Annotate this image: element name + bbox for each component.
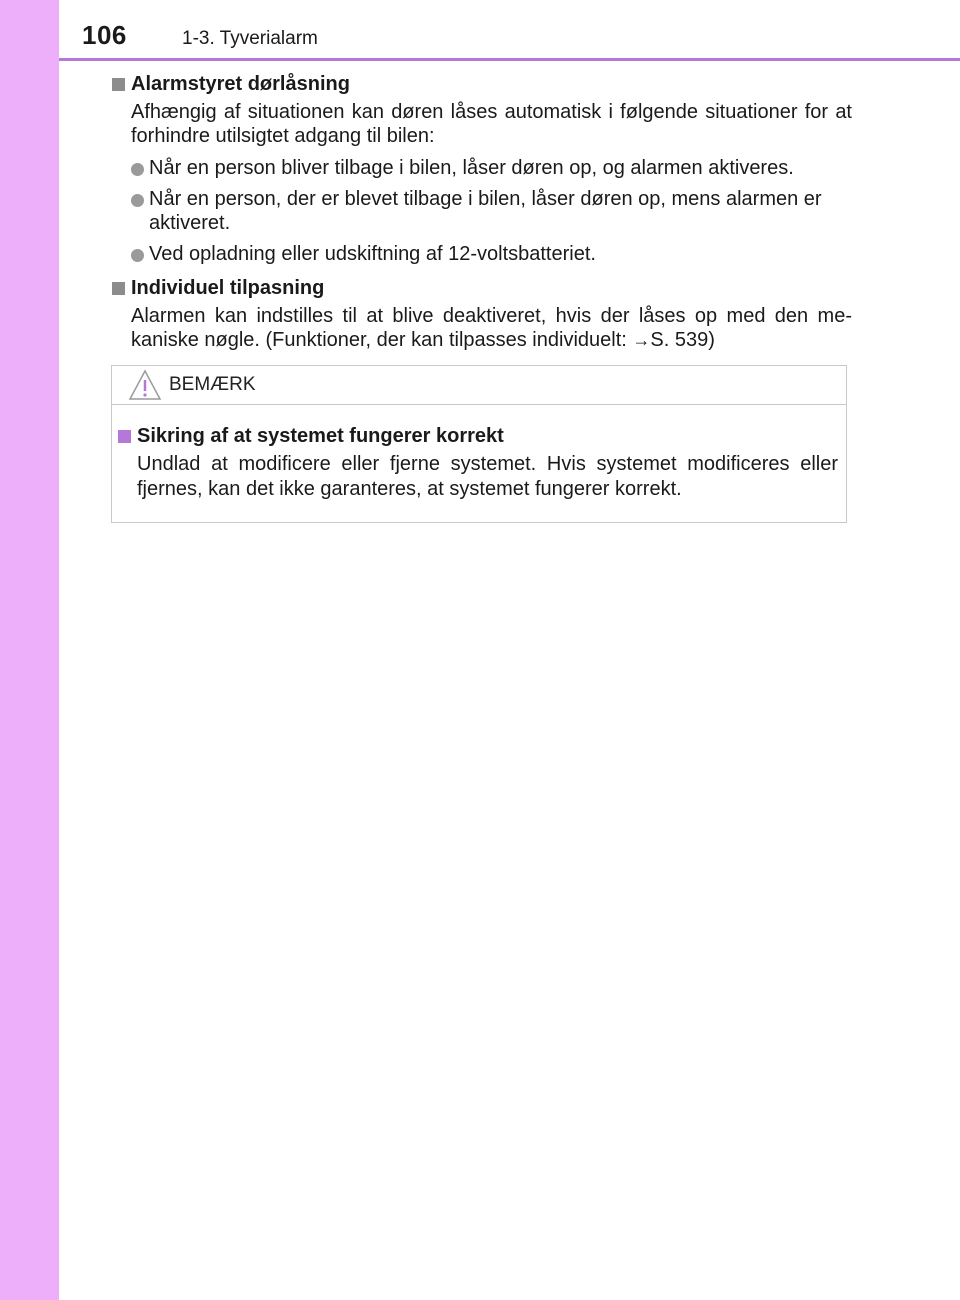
notice-header (112, 366, 846, 405)
arrow-right-icon: → (632, 330, 651, 350)
header-divider (59, 58, 960, 61)
page-reference-link[interactable]: S. 539) (650, 329, 715, 351)
round-bullet-icon (131, 163, 144, 176)
round-bullet-icon (131, 249, 144, 262)
notice-box (111, 365, 847, 523)
notice-heading-text: Sikring af at systemet fungerer korrekt (137, 425, 504, 447)
notice-label: BEMÆRK (169, 374, 256, 395)
section-heading-alarm-lock (112, 72, 852, 96)
notice-heading (118, 424, 838, 448)
notice-paragraph: Undlad at modificere eller fjerne systemet. Hvis systemet modificeres eller fjernes, kan det ikke garanteres, at systemet fungerer korrekt. (137, 453, 838, 500)
side-color-band (0, 0, 59, 1300)
heading-text: Alarmstyret dørlåsning (131, 73, 350, 95)
warning-triangle-icon (128, 369, 162, 401)
paragraph (131, 304, 852, 352)
page-number: 106 (82, 20, 127, 50)
square-bullet-icon (118, 430, 131, 443)
section-heading-customization (112, 276, 852, 300)
main-content (112, 72, 852, 360)
list-item (112, 156, 852, 180)
square-bullet-icon (112, 282, 125, 295)
paragraph: Afhængig af situationen kan døren låses automatisk i følgende situationer for at forhindre utilsigtet adgang til bilen: (131, 101, 852, 147)
round-bullet-icon (131, 194, 144, 207)
list-item (112, 187, 852, 235)
list-item-text: Når en person, der er blevet tilbage i bilen, låser døren op, mens alarmen er aktiveret. (149, 188, 822, 234)
notice-body (118, 424, 838, 502)
list-item-text: Ved opladning eller udskiftning af 12-voltsbatteriet. (149, 243, 596, 265)
square-bullet-icon (112, 78, 125, 91)
section-title: 1-3. Tyverialarm (182, 28, 318, 49)
list-item-text: Når en person bliver tilbage i bilen, låser døren op, og alarmen aktiveres. (149, 157, 794, 179)
list-item (112, 242, 852, 266)
heading-text: Individuel tilpasning (131, 277, 325, 299)
paragraph-text: Alarmen kan indstilles til at blive deaktiveret, hvis der låses op med den me-kaniske nøgle. (Funktioner, der kan tilpasses individuelt: (131, 305, 852, 351)
